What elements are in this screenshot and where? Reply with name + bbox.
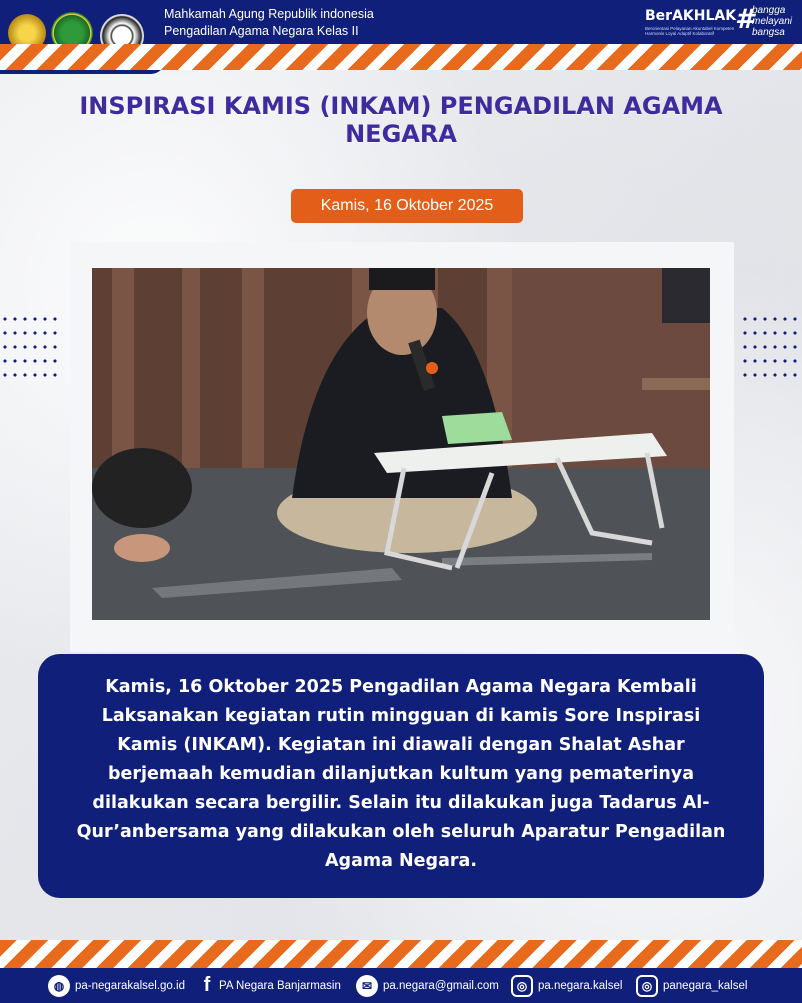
dot-pattern-decoration [0,312,60,382]
footer-instagram-1[interactable] [511,968,622,1003]
instagram-text: pa.negara.kalsel [538,979,623,992]
bangga-melayani-bangsa [752,5,792,38]
footer-email[interactable] [356,968,499,1003]
mail-icon: ✉ [356,975,378,997]
hazard-stripe-bottom [0,940,802,968]
event-photo [92,268,710,620]
header-court-name: Pengadilan Agama Negara Kelas II [164,24,359,38]
footer-instagram-2[interactable] [636,968,747,1003]
header-institution: Mahkamah Agung Republik indonesia [164,7,374,21]
event-photo-illustration [92,268,710,620]
hazard-stripe-top [0,44,802,70]
hashtag-icon: # [735,4,754,35]
instagram-icon: ◎ [636,975,658,997]
hashtag-word: bangsa [752,27,785,38]
email-text: pa.negara@gmail.com [383,979,499,992]
website-text: pa-negarakalsel.go.id [75,979,185,992]
berakhlak-tagline: Berorientasi Pelayanan Akuntabel Kompeten Harmonis Loyal Adaptif Kolaboratif [645,26,735,36]
hashtag-word: bangga [752,5,786,16]
globe-icon: ◍ [48,975,70,997]
footer-website[interactable] [48,968,185,1003]
page-title: INSPIRASI KAMIS (INKAM) PENGADILAN AGAMA NEGARA [79,92,723,148]
footer-facebook[interactable] [200,968,341,1003]
hashtag-word: melayani [752,16,793,27]
description-text: Kamis, 16 Oktober 2025 Pengadilan Agama Negara Kembali Laksanakan kegiatan rutin mingguan di kamis Sore Inspirasi Kamis (INKAM). Kegiatan ini diawali dengan Shalat Ashar berjemaah kemudian dilanjutkan kultum yang pematerinya dilakukan secara bergilir. Selain itu dilakukan juga Tadarus Al-Qur’anbersama yang dilakukan oleh seluruh Aparatur Pengadilan Agama Negara. [76,677,726,871]
instagram-text: panegara_kalsel [663,979,748,992]
footer-bar [0,968,802,1003]
facebook-text: PA Negara Banjarmasin [219,979,341,992]
date-badge: Kamis, 16 Oktober 2025 [291,189,523,223]
instagram-icon: ◎ [511,975,533,997]
dot-pattern-decoration [740,312,800,382]
facebook-icon: f [203,974,211,996]
berakhlak-logo: BerAKHLAK [645,8,737,24]
